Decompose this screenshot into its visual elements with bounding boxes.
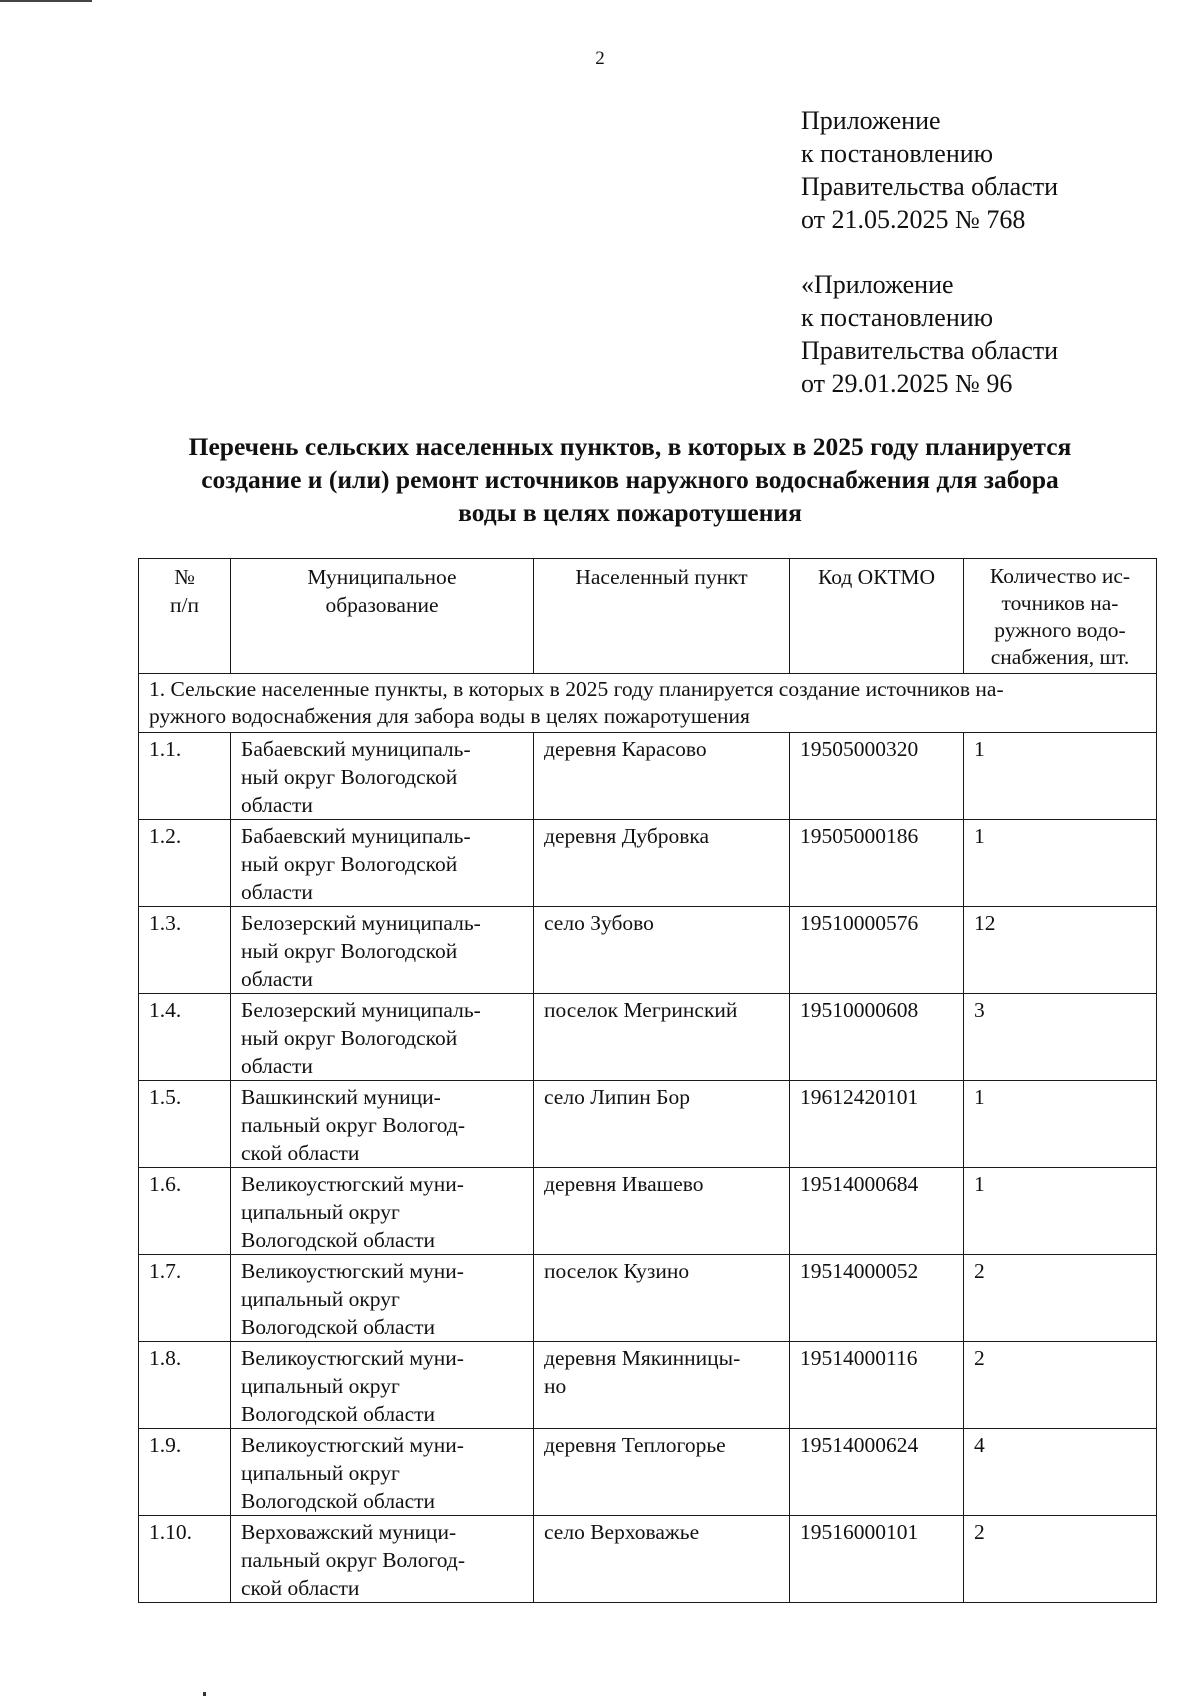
cell-municipality: Великоустюгский муни- ципальный округ Вологодской области (231, 1168, 534, 1255)
title-line: создание и (или) ремонт источников наружного водоснабжения для забора (201, 465, 1059, 494)
cell-num: 1.7. (139, 1255, 231, 1342)
scan-speck-mark (203, 1692, 206, 1696)
table-row (139, 907, 1157, 994)
cell-oktmo: 19514000116 (790, 1342, 964, 1429)
cell-count: 3 (964, 994, 1157, 1081)
table-row (139, 1516, 1157, 1603)
table-row (139, 820, 1157, 907)
cell-num: 1.5. (139, 1081, 231, 1168)
header-settlement: Населенный пункт (534, 559, 790, 674)
cell-settlement: село Верховажье (534, 1516, 790, 1603)
cell-num: 1.2. (139, 820, 231, 907)
annex-line: Правительства области (801, 336, 1059, 365)
cell-settlement: поселок Кузино (534, 1255, 790, 1342)
cell-settlement: село Зубово (534, 907, 790, 994)
cell-municipality: Великоустюгский муни- ципальный округ Вологодской области (231, 1342, 534, 1429)
cell-settlement: деревня Ивашево (534, 1168, 790, 1255)
cell-oktmo: 19612420101 (790, 1081, 964, 1168)
annex-line: к постановлению (801, 139, 994, 168)
cell-count: 1 (964, 1081, 1157, 1168)
table-row (139, 1255, 1157, 1342)
scan-edge-mark (0, 0, 92, 2)
annex-line: «Приложение (801, 270, 954, 299)
cell-municipality: Верховажский муници- пальный округ Вологод- ской области (231, 1516, 534, 1603)
cell-settlement: деревня Мякинницы- но (534, 1342, 790, 1429)
table-header-row (139, 559, 1157, 674)
table-row (139, 1168, 1157, 1255)
section-row (139, 674, 1157, 733)
annex-date-line: от 21.05.2025 № 768 (801, 205, 1026, 234)
annex-line: к постановлению (801, 303, 994, 332)
cell-oktmo: 19505000320 (790, 733, 964, 820)
table-row (139, 1081, 1157, 1168)
cell-count: 1 (964, 1168, 1157, 1255)
cell-count: 2 (964, 1516, 1157, 1603)
header-municipality: Муниципальное образование (231, 559, 534, 674)
cell-settlement: село Липин Бор (534, 1081, 790, 1168)
cell-num: 1.4. (139, 994, 231, 1081)
cell-num: 1.8. (139, 1342, 231, 1429)
cell-settlement: деревня Дубровка (534, 820, 790, 907)
cell-count: 12 (964, 907, 1157, 994)
table-row (139, 994, 1157, 1081)
cell-oktmo: 19514000684 (790, 1168, 964, 1255)
annex-block-current (801, 104, 1171, 236)
cell-num: 1.9. (139, 1429, 231, 1516)
cell-municipality: Вашкинский муници- пальный округ Вологод- ской области (231, 1081, 534, 1168)
cell-oktmo: 19510000576 (790, 907, 964, 994)
cell-oktmo: 19514000624 (790, 1429, 964, 1516)
title-line: воды в целях пожаротушения (458, 498, 802, 527)
cell-num: 1.1. (139, 733, 231, 820)
header-num: № п/п (139, 559, 231, 674)
cell-municipality: Белозерский муниципаль- ный округ Вологодской области (231, 907, 534, 994)
cell-settlement: деревня Теплогорье (534, 1429, 790, 1516)
cell-count: 4 (964, 1429, 1157, 1516)
document-title (100, 430, 1160, 529)
annex-line: Приложение (801, 106, 941, 135)
cell-num: 1.3. (139, 907, 231, 994)
page-number: 2 (595, 48, 605, 69)
cell-municipality: Белозерский муниципаль- ный округ Вологодской области (231, 994, 534, 1081)
cell-count: 1 (964, 733, 1157, 820)
cell-settlement: деревня Карасово (534, 733, 790, 820)
cell-num: 1.6. (139, 1168, 231, 1255)
section-heading: 1. Сельские населенные пункты, в которых в 2025 году планируется создание источников на- ружного водоснабжения для забора воды в целях пожаротушения (139, 674, 1157, 733)
cell-municipality: Великоустюгский муни- ципальный округ Вологодской области (231, 1255, 534, 1342)
annex-line: Правительства области (801, 172, 1059, 201)
cell-oktmo: 19510000608 (790, 994, 964, 1081)
annex-date-line: от 29.01.2025 № 96 (801, 369, 1013, 398)
settlements-table (138, 558, 1157, 1603)
table-row (139, 733, 1157, 820)
annex-block-original (801, 268, 1171, 400)
cell-oktmo: 19516000101 (790, 1516, 964, 1603)
cell-settlement: поселок Мегринский (534, 994, 790, 1081)
cell-municipality: Бабаевский муниципаль- ный округ Вологодской области (231, 820, 534, 907)
cell-count: 2 (964, 1255, 1157, 1342)
table-row (139, 1429, 1157, 1516)
header-count: Количество ис- точников на- ружного водо- снабжения, шт. (964, 559, 1157, 674)
cell-count: 1 (964, 820, 1157, 907)
table-row (139, 1342, 1157, 1429)
cell-oktmo: 19505000186 (790, 820, 964, 907)
cell-municipality: Великоустюгский муни- ципальный округ Вологодской области (231, 1429, 534, 1516)
header-oktmo: Код ОКТМО (790, 559, 964, 674)
cell-num: 1.10. (139, 1516, 231, 1603)
cell-oktmo: 19514000052 (790, 1255, 964, 1342)
cell-count: 2 (964, 1342, 1157, 1429)
cell-municipality: Бабаевский муниципаль- ный округ Вологодской области (231, 733, 534, 820)
title-line: Перечень сельских населенных пунктов, в которых в 2025 году планируется (188, 432, 1072, 461)
